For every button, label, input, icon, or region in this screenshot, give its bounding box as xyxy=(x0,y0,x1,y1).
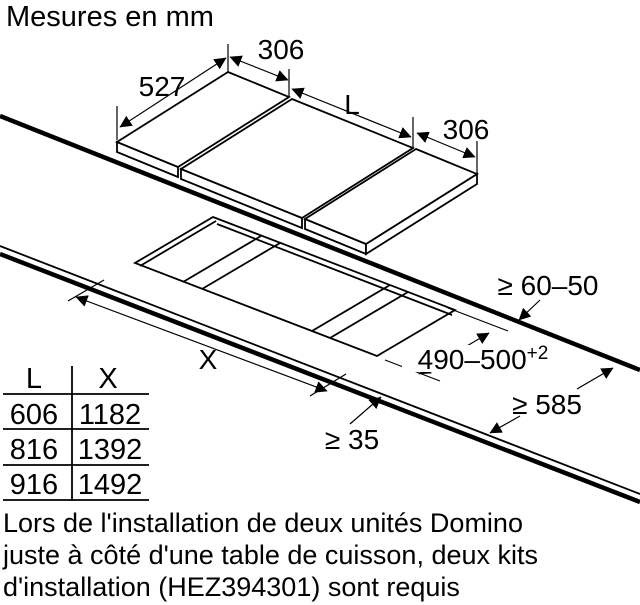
dimension-front-clearance xyxy=(325,397,381,455)
table-cell-l3: 916 xyxy=(9,469,59,501)
cutout-width-label: X xyxy=(198,344,218,375)
cutout-bridge1-right-edge xyxy=(202,243,280,289)
cutout-outline xyxy=(135,217,455,356)
table-cell-x3: 1492 xyxy=(77,469,143,501)
back-clearance-label: ≥ 60–50 xyxy=(497,270,599,301)
table-header-x: X xyxy=(98,363,118,395)
cutout-depth-value: 490–500 xyxy=(417,344,527,375)
table-cell-x2: 1392 xyxy=(77,434,143,466)
note-line-2: juste à côté d'une table de cuisson, deux kits xyxy=(3,540,538,570)
dimension-worktop-depth xyxy=(490,368,613,433)
cutout-bridge2-right-edge xyxy=(330,292,408,338)
note-line-3: d'installation (HEZ394301) sont requis xyxy=(3,572,460,602)
size-table xyxy=(3,363,149,501)
hob-width-label: L xyxy=(344,89,360,120)
cutout-bridge1-left-edge xyxy=(183,236,261,282)
table-cell-x1: 1182 xyxy=(78,399,142,431)
cutout-left-inner-wall xyxy=(140,221,216,266)
page-title: Mesures en mm xyxy=(6,1,214,33)
hob-depth-label: 527 xyxy=(138,71,186,102)
worktop-depth-label: ≥ 585 xyxy=(512,389,582,420)
cutout-bridge2-left-edge xyxy=(312,285,390,331)
worktop-cutout-view xyxy=(135,217,455,356)
domino-left-width-label: 306 xyxy=(257,34,305,65)
cutout-depth-tolerance: +2 xyxy=(526,343,549,364)
dimension-back-clearance xyxy=(497,270,598,320)
table-header-l: L xyxy=(25,363,43,395)
installation-note xyxy=(2,508,538,602)
dimension-cutout-depth xyxy=(385,308,558,381)
domino-right-width-label: 306 xyxy=(442,114,490,145)
note-line-1: Lors de l'installation de deux unités Domino xyxy=(3,508,523,538)
table-cell-l1: 606 xyxy=(9,399,59,431)
table-cell-l2: 816 xyxy=(9,434,59,466)
front-clearance-label: ≥ 35 xyxy=(324,424,380,455)
